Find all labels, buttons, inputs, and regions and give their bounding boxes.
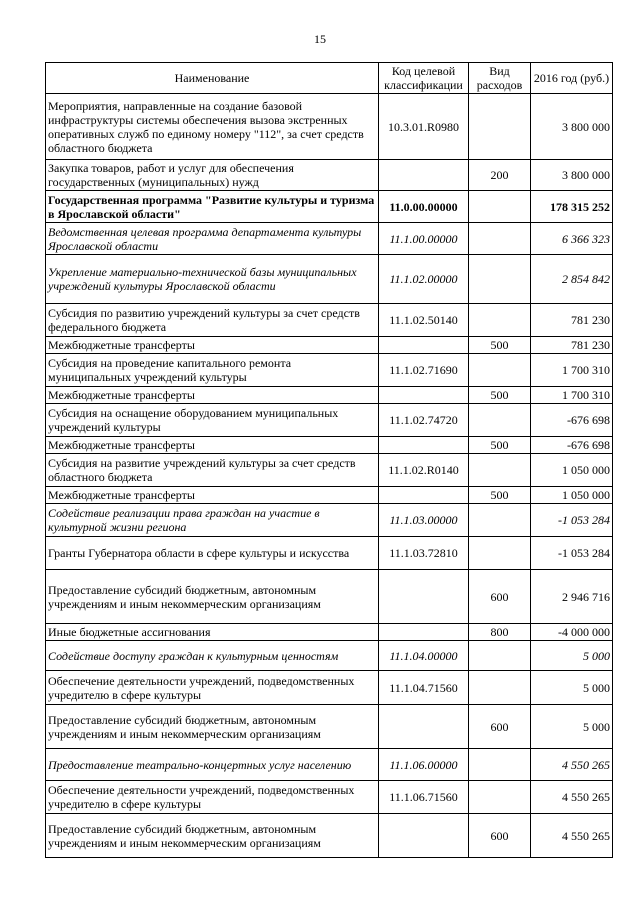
table-row: [46, 354, 613, 387]
header-expense-type: Вид расходов: [469, 63, 531, 94]
table-row: [46, 255, 613, 304]
page-number: 15: [314, 32, 326, 46]
amount-cell: 3 800 000: [531, 160, 613, 191]
table-row: [46, 624, 613, 641]
expense-type-cell: 200: [469, 160, 531, 191]
code-cell: 11.1.03.00000: [379, 504, 469, 537]
name-cell: Субсидия на развитие учреждений культуры за счет средств областного бюджета: [46, 454, 379, 487]
expense-type-cell: [469, 454, 531, 487]
code-cell: [379, 387, 469, 404]
name-cell: Содействие доступу граждан к культурным ценностям: [46, 641, 379, 671]
code-cell: [379, 487, 469, 504]
amount-cell: 6 366 323: [531, 223, 613, 255]
table-row: [46, 387, 613, 404]
expense-type-cell: [469, 304, 531, 337]
expense-type-cell: [469, 191, 531, 223]
expense-type-cell: [469, 255, 531, 304]
amount-cell: 1 050 000: [531, 454, 613, 487]
expense-type-cell: 500: [469, 387, 531, 404]
table-row: [46, 705, 613, 749]
amount-cell: 5 000: [531, 671, 613, 705]
expense-type-cell: [469, 404, 531, 437]
name-cell: Укрепление материально-технической базы муниципальных учреждений культуры Ярославской области: [46, 255, 379, 304]
code-cell: 11.1.04.00000: [379, 641, 469, 671]
expense-type-cell: 500: [469, 437, 531, 454]
code-cell: 11.1.00.00000: [379, 223, 469, 255]
table-row: [46, 191, 613, 223]
name-cell: Предоставление субсидий бюджетным, автономным учреждениям и иным некоммерческим организациям: [46, 570, 379, 624]
name-cell: Межбюджетные трансферты: [46, 387, 379, 404]
name-cell: Гранты Губернатора области в сфере культуры и искусства: [46, 537, 379, 570]
expense-type-cell: [469, 223, 531, 255]
header-code: Код целевой классификации: [379, 63, 469, 94]
code-cell: 11.1.03.72810: [379, 537, 469, 570]
expense-type-cell: 600: [469, 705, 531, 749]
code-cell: 10.3.01.R0980: [379, 94, 469, 160]
expense-type-cell: [469, 671, 531, 705]
name-cell: Обеспечение деятельности учреждений, подведомственных учредителю в сфере культуры: [46, 781, 379, 814]
expense-type-cell: [469, 537, 531, 570]
name-cell: Субсидия на оснащение оборудованием муниципальных учреждений культуры: [46, 404, 379, 437]
amount-cell: 4 550 265: [531, 814, 613, 858]
table-row: [46, 160, 613, 191]
amount-cell: 3 800 000: [531, 94, 613, 160]
table-row: [46, 781, 613, 814]
table-row: [46, 437, 613, 454]
name-cell: Субсидия по развитию учреждений культуры за счет средств федерального бюджета: [46, 304, 379, 337]
name-cell: Государственная программа "Развитие культуры и туризма в Ярославской области": [46, 191, 379, 223]
code-cell: [379, 437, 469, 454]
name-cell: Ведомственная целевая программа департамента культуры Ярославской области: [46, 223, 379, 255]
expense-type-cell: [469, 94, 531, 160]
amount-cell: 2 854 842: [531, 255, 613, 304]
code-cell: 11.1.04.71560: [379, 671, 469, 705]
name-cell: Субсидия на проведение капитального ремонта муниципальных учреждений культуры: [46, 354, 379, 387]
name-cell: Иные бюджетные ассигнования: [46, 624, 379, 641]
expense-type-cell: 600: [469, 814, 531, 858]
header-amount: 2016 год (руб.): [531, 63, 613, 94]
table-row: [46, 337, 613, 354]
expense-type-cell: [469, 504, 531, 537]
budget-table: [45, 62, 613, 858]
name-cell: Предоставление субсидий бюджетным, автономным учреждениям и иным некоммерческим организациям: [46, 814, 379, 858]
expense-type-cell: [469, 641, 531, 671]
amount-cell: 178 315 252: [531, 191, 613, 223]
name-cell: Мероприятия, направленные на создание базовой инфраструктуры системы обеспечения вызова экстренных оперативных служб по единому номеру "112", за счет средств областного бюджета: [46, 94, 379, 160]
name-cell: Межбюджетные трансферты: [46, 437, 379, 454]
table-row: [46, 749, 613, 781]
table-row: [46, 671, 613, 705]
name-cell: Обеспечение деятельности учреждений, подведомственных учредителю в сфере культуры: [46, 671, 379, 705]
code-cell: 11.1.02.50140: [379, 304, 469, 337]
amount-cell: 781 230: [531, 304, 613, 337]
amount-cell: 1 700 310: [531, 354, 613, 387]
code-cell: [379, 337, 469, 354]
table-row: [46, 454, 613, 487]
code-cell: 11.1.06.71560: [379, 781, 469, 814]
name-cell: Межбюджетные трансферты: [46, 487, 379, 504]
expense-type-cell: [469, 354, 531, 387]
amount-cell: 5 000: [531, 705, 613, 749]
name-cell: Закупка товаров, работ и услуг для обеспечения государственных (муниципальных) нужд: [46, 160, 379, 191]
table-row: [46, 814, 613, 858]
code-cell: 11.0.00.00000: [379, 191, 469, 223]
code-cell: 11.1.06.00000: [379, 749, 469, 781]
table-header-row: [46, 63, 613, 94]
code-cell: [379, 570, 469, 624]
name-cell: Предоставление субсидий бюджетным, автономным учреждениям и иным некоммерческим организациям: [46, 705, 379, 749]
expense-type-cell: [469, 749, 531, 781]
amount-cell: 5 000: [531, 641, 613, 671]
expense-type-cell: 500: [469, 487, 531, 504]
name-cell: Предоставление театрально-концертных услуг населению: [46, 749, 379, 781]
amount-cell: -676 698: [531, 437, 613, 454]
expense-type-cell: 600: [469, 570, 531, 624]
amount-cell: 1 050 000: [531, 487, 613, 504]
amount-cell: 781 230: [531, 337, 613, 354]
code-cell: 11.1.02.R0140: [379, 454, 469, 487]
amount-cell: 2 946 716: [531, 570, 613, 624]
name-cell: Содействие реализации права граждан на участие в культурной жизни региона: [46, 504, 379, 537]
amount-cell: -1 053 284: [531, 504, 613, 537]
code-cell: 11.1.02.71690: [379, 354, 469, 387]
amount-cell: -1 053 284: [531, 537, 613, 570]
name-cell: Межбюджетные трансферты: [46, 337, 379, 354]
table-row: [46, 504, 613, 537]
code-cell: [379, 160, 469, 191]
table-row: [46, 487, 613, 504]
table-row: [46, 404, 613, 437]
code-cell: [379, 705, 469, 749]
table-row: [46, 223, 613, 255]
code-cell: 11.1.02.74720: [379, 404, 469, 437]
amount-cell: 4 550 265: [531, 749, 613, 781]
amount-cell: 1 700 310: [531, 387, 613, 404]
header-name: Наименование: [46, 63, 379, 94]
table-row: [46, 304, 613, 337]
amount-cell: 4 550 265: [531, 781, 613, 814]
amount-cell: -4 000 000: [531, 624, 613, 641]
amount-cell: -676 698: [531, 404, 613, 437]
expense-type-cell: [469, 781, 531, 814]
table-row: [46, 94, 613, 160]
table-row: [46, 537, 613, 570]
expense-type-cell: 800: [469, 624, 531, 641]
table-row: [46, 570, 613, 624]
code-cell: [379, 814, 469, 858]
expense-type-cell: 500: [469, 337, 531, 354]
table-row: [46, 641, 613, 671]
code-cell: 11.1.02.00000: [379, 255, 469, 304]
code-cell: [379, 624, 469, 641]
